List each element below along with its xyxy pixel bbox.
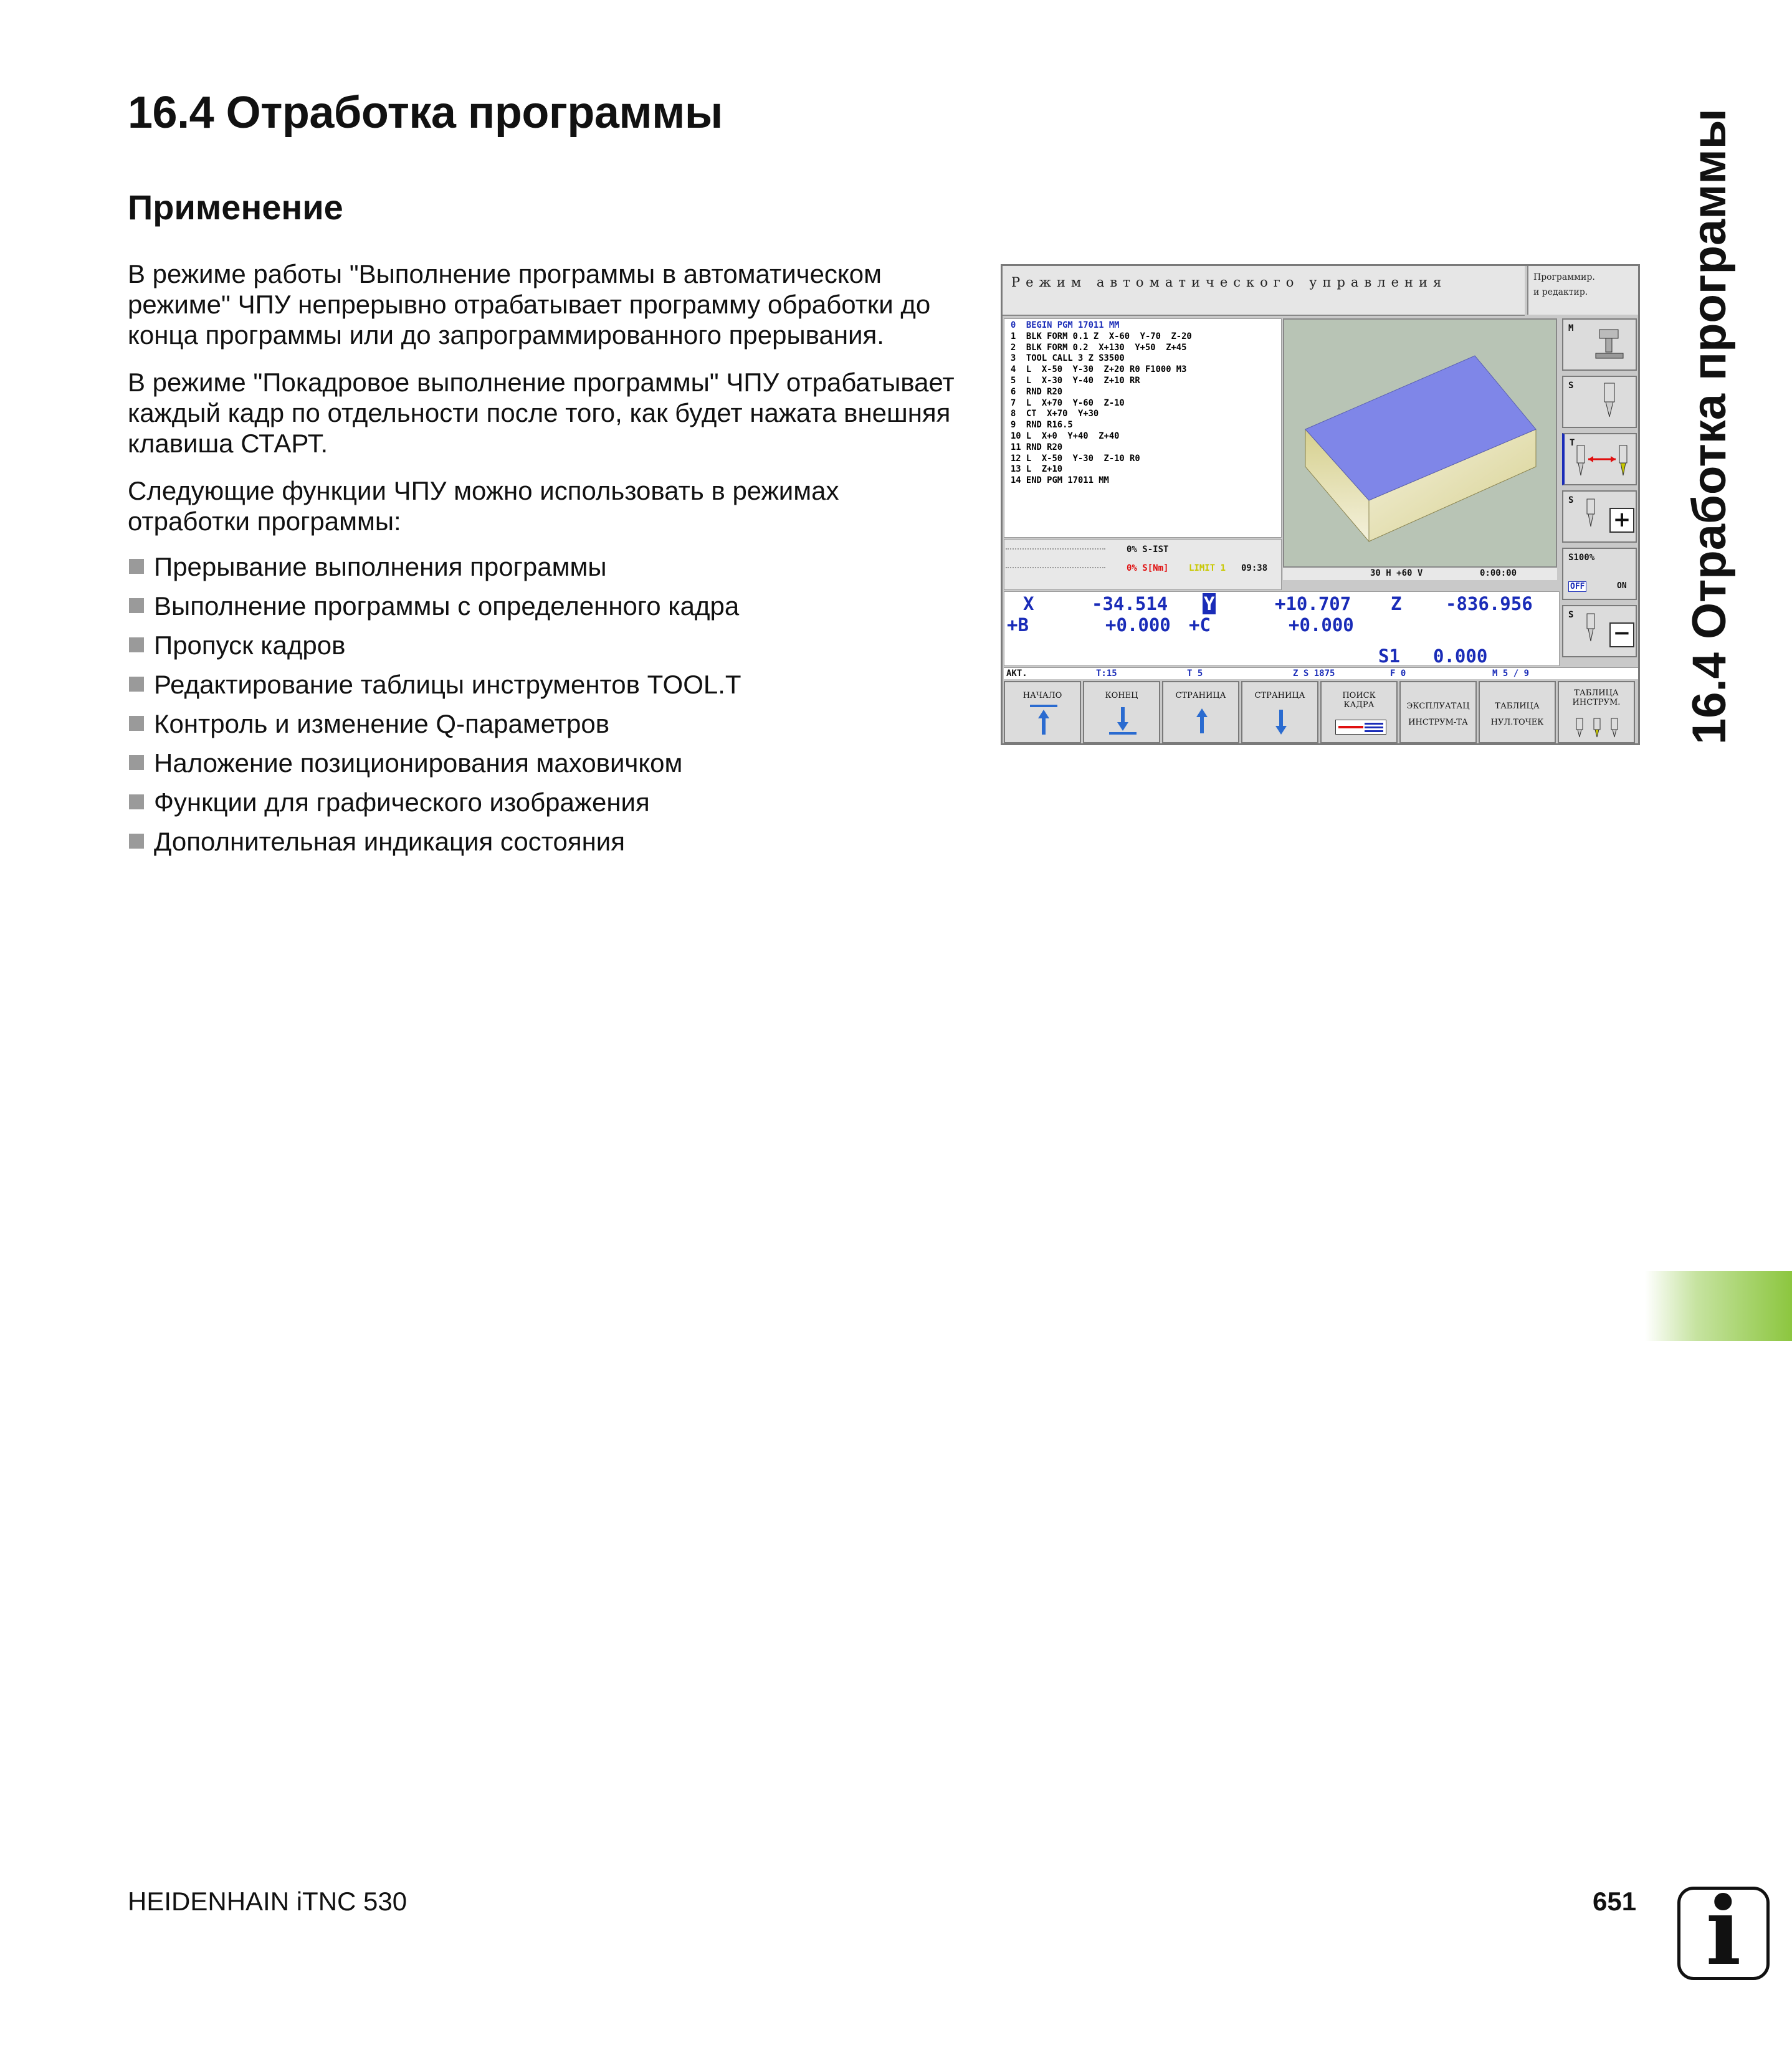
program-line[interactable]: 7 L X+70 Y-60 Z-10 — [1011, 398, 1125, 408]
paragraph-auto-mode: В режиме работы "Выполнение программы в автоматическом режиме" ЧПУ непрерывно отрабатывает программу обработки до конца программы или до запрограммированного прерывания. — [128, 259, 931, 350]
list-item: Дополнительная индикация состояния — [128, 826, 741, 865]
softkey-block-search[interactable]: ПОИСК КАДРА — [1320, 681, 1398, 743]
tool-table-icon — [1573, 717, 1623, 740]
spindle-icon — [1597, 382, 1622, 422]
chapter-tab-marker — [1645, 1271, 1792, 1341]
program-line[interactable]: 8 CT X+70 Y+30 — [1011, 409, 1099, 419]
softkey-tool-usage[interactable]: ЭКСПЛУАТАЦ ИНСТРУМ-ТА — [1399, 681, 1477, 743]
position-display: X -34.514 Y +10.707 Z -836.956 +B +0.000 +C +0.000 S1 0.000 — [1004, 591, 1560, 666]
m-function-icon — [1591, 327, 1628, 364]
block-search-icon — [1335, 720, 1386, 735]
program-line[interactable]: 5 L X-30 Y-40 Z+10 RR — [1011, 375, 1140, 386]
softkey-datum-table[interactable]: ТАБЛИЦА НУЛ.ТОЧЕК — [1479, 681, 1556, 743]
paragraph-functions-intro: Следующие функции ЧПУ можно использовать в режимах отработки программы: — [128, 476, 839, 536]
list-item: Контроль и изменение Q-параметров — [128, 708, 741, 748]
bullet-square-icon — [129, 794, 144, 809]
spindle-minus-icon — [1580, 611, 1604, 649]
page-title: 16.4 Отработка программы — [128, 88, 723, 138]
bullet-square-icon — [129, 677, 144, 692]
list-item: Прерывание выполнения программы — [128, 551, 741, 591]
program-line[interactable]: 10 L X+0 Y+40 Z+40 — [1011, 431, 1120, 441]
list-item: Функции для графического изображения — [128, 787, 741, 826]
program-listing[interactable] — [1004, 318, 1282, 538]
page-number: 651 — [1593, 1887, 1637, 1916]
list-item: Выполнение программы с определенного кадра — [128, 591, 741, 630]
program-line[interactable]: 2 BLK FORM 0.2 X+130 Y+50 Z+45 — [1011, 342, 1187, 353]
program-line[interactable]: 3 TOOL CALL 3 Z S3500 — [1011, 353, 1125, 364]
plus-icon: + — [1609, 508, 1634, 533]
paragraph-single-block: В режиме "Покадровое выполнение программы" ЧПУ отрабатывает каждый кадр по отдельности после того, как будет нажата внешняя клавиша СТАРТ. — [128, 368, 955, 458]
softkey-m-function[interactable]: M — [1562, 318, 1637, 371]
softkey-row — [1004, 681, 1639, 745]
softkey-tool-table[interactable]: ТАБЛИЦА ИНСТРУМ. — [1558, 681, 1635, 743]
softkey-page-up[interactable]: СТРАНИЦА — [1162, 681, 1239, 743]
program-text — [1004, 319, 1281, 487]
softkey-spindle-override-minus[interactable]: S − — [1562, 605, 1637, 657]
section-heading: Применение — [128, 188, 343, 227]
side-chapter-title: 16.4 Отработка программы — [1683, 108, 1736, 745]
spindle-plus-icon — [1580, 497, 1604, 534]
bullet-square-icon — [129, 559, 144, 574]
cnc-edit-mode-button[interactable]: Программир. и редактир. — [1527, 266, 1640, 315]
softkey-end[interactable]: КОНЕЦ — [1083, 681, 1160, 743]
program-line[interactable]: 6 RND R20 — [1011, 386, 1063, 397]
program-line[interactable]: 0 BEGIN PGM 17011 MM — [1011, 320, 1120, 330]
list-item: Пропуск кадров — [128, 630, 741, 669]
softkey-begin[interactable]: НАЧАЛО — [1004, 681, 1081, 743]
arrow-down-icon — [1117, 722, 1128, 731]
graphic-view — [1283, 318, 1557, 568]
softkey-s100-toggle[interactable]: S100% OFF ON — [1562, 548, 1637, 600]
function-list — [128, 551, 741, 865]
list-item: Наложение позиционирования маховичком — [128, 748, 741, 787]
arrow-up-icon — [1196, 708, 1208, 717]
cnc-screen — [1001, 264, 1640, 745]
graphic-status-bar: 30 H +60 V 0:00:00 — [1283, 568, 1557, 580]
minus-icon: − — [1609, 622, 1634, 647]
program-line[interactable]: 4 L X-50 Y-30 Z+20 R0 F1000 M3 — [1011, 364, 1187, 375]
footer-product: HEIDENHAIN iTNC 530 — [128, 1887, 407, 1916]
bullet-square-icon — [129, 716, 144, 731]
softkey-tool-t[interactable]: T — [1562, 433, 1637, 485]
softkey-spindle-override-plus[interactable]: S + — [1562, 490, 1637, 543]
bullet-square-icon — [129, 755, 144, 770]
arrow-down-icon — [1275, 726, 1287, 735]
spindle-status: 0% S-IST 0% S[Nm] LIMIT 1 09:38 — [1004, 539, 1282, 590]
arrow-up-icon — [1038, 710, 1049, 718]
bullet-square-icon — [129, 834, 144, 849]
list-item: Редактирование таблицы инструментов TOOL.T — [128, 669, 741, 708]
program-line[interactable]: 11 RND R20 — [1011, 442, 1063, 452]
program-line[interactable]: 14 END PGM 17011 MM — [1011, 475, 1109, 486]
program-line[interactable]: 9 RND R16.5 — [1011, 420, 1073, 431]
softkey-page-down[interactable]: СТРАНИЦА — [1241, 681, 1318, 743]
status-bar: АКТ. T:15 T 5 Z S 1875 F 0 M 5 / 9 — [1004, 667, 1639, 679]
bullet-square-icon — [129, 637, 144, 652]
cnc-mode-header: Режим автоматического управления — [1003, 266, 1525, 316]
program-line[interactable]: 12 L X-50 Y-30 Z-10 R0 — [1011, 453, 1140, 464]
program-line[interactable]: 13 L Z+10 — [1011, 464, 1063, 475]
tool-length-icon — [1573, 442, 1636, 479]
info-icon: i — [1677, 1887, 1770, 1980]
workpiece-3d-view — [1284, 320, 1556, 566]
softkey-spindle-s[interactable]: S — [1562, 376, 1637, 428]
bullet-square-icon — [129, 598, 144, 613]
program-line[interactable]: 1 BLK FORM 0.1 Z X-60 Y-70 Z-20 — [1011, 331, 1192, 341]
